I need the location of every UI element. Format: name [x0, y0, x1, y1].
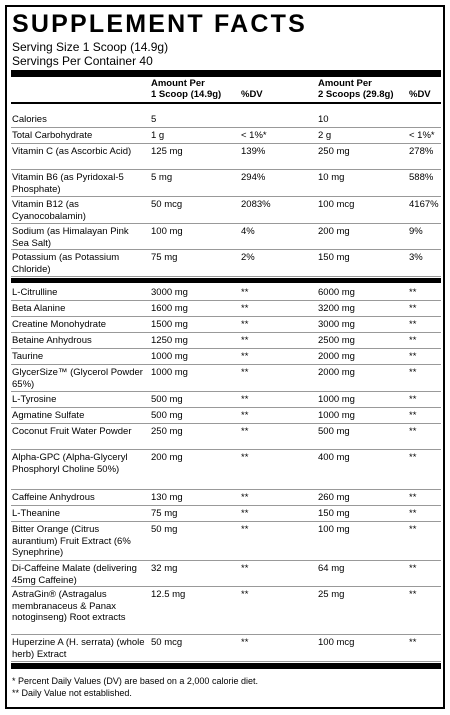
- ingredient-name: Total Carbohydrate: [12, 130, 93, 141]
- amount-per-1-scoop: 125 mg: [151, 146, 183, 157]
- ingredient-name: Potassium (as Potassium Chloride): [12, 252, 120, 275]
- ingredient-row: [11, 365, 441, 392]
- ingredient-row: [11, 587, 441, 635]
- daily-value-1-scoop: **: [241, 637, 249, 648]
- daily-value-2-scoops: **: [409, 637, 417, 648]
- ingredient-name: L-Tyrosine: [12, 394, 57, 405]
- amount-per-2-scoops: 3000 mg: [318, 319, 355, 330]
- amount-per-1-scoop: 1250 mg: [151, 335, 188, 346]
- amount-per-2-scoops: 10 mg: [318, 172, 345, 183]
- daily-value-1-scoop: 2083%: [241, 199, 271, 210]
- ingredient-name: Calories: [12, 114, 47, 125]
- daily-value-2-scoops: **: [409, 287, 417, 298]
- ingredient-name: Huperzine A (H. serrata) (whole herb) Extract: [12, 637, 145, 660]
- amount-per-2-scoops: 200 mg: [318, 226, 350, 237]
- daily-value-1-scoop: **: [241, 287, 249, 298]
- ingredient-row: [11, 408, 441, 424]
- daily-value-2-scoops: **: [409, 508, 417, 519]
- amount-per-1-scoop: 12.5 mg: [151, 589, 186, 600]
- daily-value-1-scoop: 139%: [241, 146, 266, 157]
- amount-per-1-scoop: 32 mg: [151, 563, 178, 574]
- ingredient-row: [11, 490, 441, 506]
- nutrient-row: [11, 224, 441, 250]
- amount-per-1-scoop: 5 mg: [151, 172, 173, 183]
- daily-value-1-scoop: **: [241, 303, 249, 314]
- amount-per-2-scoops: 1000 mg: [318, 394, 355, 405]
- header-divider: [11, 102, 441, 104]
- daily-value-2-scoops: **: [409, 319, 417, 330]
- ingredient-row: [11, 522, 441, 561]
- nutrient-row: [11, 250, 441, 277]
- amount-per-1-scoop: 100 mg: [151, 226, 183, 237]
- daily-value-1-scoop: 4%: [241, 226, 255, 237]
- daily-value-2-scoops: 4167%: [409, 199, 439, 210]
- nutrient-row: [11, 197, 441, 224]
- thick-divider: [11, 70, 441, 77]
- ingredient-name: Vitamin B12 (as Cyanocobalamin): [12, 199, 86, 222]
- daily-value-2-scoops: **: [409, 367, 417, 378]
- daily-value-1-scoop: < 1%*: [241, 130, 267, 141]
- amount-per-1-scoop: 75 mg: [151, 508, 178, 519]
- daily-value-1-scoop: 2%: [241, 252, 255, 263]
- ingredient-row: [11, 349, 441, 365]
- daily-value-2-scoops: 588%: [409, 172, 434, 183]
- ingredient-name: L-Theanine: [12, 508, 61, 519]
- amount-per-1-scoop: 3000 mg: [151, 287, 188, 298]
- daily-value-2-scoops: **: [409, 303, 417, 314]
- daily-value-1-scoop: **: [241, 452, 249, 463]
- daily-value-1-scoop: **: [241, 335, 249, 346]
- header-amount-2-scoops: Amount Per 2 Scoops (29.8g): [318, 78, 394, 100]
- amount-per-2-scoops: 100 mcg: [318, 637, 355, 648]
- nutrient-row: [11, 170, 441, 197]
- daily-value-2-scoops: **: [409, 351, 417, 362]
- daily-value-2-scoops: **: [409, 410, 417, 421]
- amount-per-2-scoops: 6000 mg: [318, 287, 355, 298]
- ingredient-row: [11, 561, 441, 587]
- amount-per-2-scoops: 400 mg: [318, 452, 350, 463]
- daily-value-1-scoop: 294%: [241, 172, 266, 183]
- daily-value-1-scoop: **: [241, 563, 249, 574]
- amount-per-2-scoops: 3200 mg: [318, 303, 355, 314]
- daily-value-2-scoops: **: [409, 524, 417, 535]
- amount-per-1-scoop: 500 mg: [151, 394, 183, 405]
- amount-per-2-scoops: 2500 mg: [318, 335, 355, 346]
- ingredient-name: Betaine Anhydrous: [12, 335, 92, 346]
- ingredient-name: Vitamin B6 (as Pyridoxal-5 Phosphate): [12, 172, 124, 195]
- ingredient-name: Creatine Monohydrate: [12, 319, 106, 330]
- amount-per-2-scoops: 2000 mg: [318, 367, 355, 378]
- amount-per-1-scoop: 50 mcg: [151, 637, 183, 648]
- amount-per-2-scoops: 100 mg: [318, 524, 350, 535]
- ingredient-row: [11, 392, 441, 408]
- amount-per-2-scoops: 500 mg: [318, 426, 350, 437]
- amount-per-2-scoops: 2000 mg: [318, 351, 355, 362]
- daily-value-2-scoops: **: [409, 492, 417, 503]
- daily-value-1-scoop: **: [241, 589, 249, 600]
- daily-value-2-scoops: 278%: [409, 146, 434, 157]
- amount-per-2-scoops: 150 mg: [318, 508, 350, 519]
- amount-per-1-scoop: 1500 mg: [151, 319, 188, 330]
- ingredient-row: [11, 450, 441, 490]
- header-dv-2: %DV: [409, 89, 431, 100]
- ingredient-name: Bitter Orange (Citrus aurantium) Fruit Extract (6% Synephrine): [12, 524, 131, 558]
- ingredient-row: [11, 635, 441, 662]
- nutrient-row: [11, 144, 441, 170]
- ingredient-name: Di-Caffeine Malate (delivering 45mg Caffeine): [12, 563, 137, 586]
- header-dv-1: %DV: [241, 89, 263, 100]
- ingredient-name: Taurine: [12, 351, 44, 362]
- amount-per-2-scoops: 150 mg: [318, 252, 350, 263]
- daily-value-1-scoop: **: [241, 524, 249, 535]
- amount-per-1-scoop: 1000 mg: [151, 351, 188, 362]
- daily-value-1-scoop: **: [241, 367, 249, 378]
- amount-per-1-scoop: 1 g: [151, 130, 165, 141]
- amount-per-2-scoops: 64 mg: [318, 563, 345, 574]
- ingredient-name: Alpha-GPC (Alpha-Glyceryl Phosphoryl Choline 50%): [12, 452, 128, 475]
- ingredient-name: GlycerSize™ (Glycerol Powder 65%): [12, 367, 143, 390]
- amount-per-2-scoops: 260 mg: [318, 492, 350, 503]
- thick-divider-bottom: [11, 663, 441, 669]
- daily-value-2-scoops: 9%: [409, 226, 423, 237]
- daily-value-2-scoops: **: [409, 394, 417, 405]
- panel-title: SUPPLEMENT FACTS: [12, 10, 307, 38]
- servings-per-container: Servings Per Container 40: [12, 54, 153, 68]
- ingredient-name: Caffeine Anhydrous: [12, 492, 95, 503]
- ingredient-row: [11, 285, 441, 301]
- ingredient-row: [11, 317, 441, 333]
- daily-value-1-scoop: **: [241, 426, 249, 437]
- daily-value-2-scoops: **: [409, 426, 417, 437]
- amount-per-2-scoops: 100 mcg: [318, 199, 355, 210]
- daily-value-1-scoop: **: [241, 394, 249, 405]
- header-amount-1-scoop: Amount Per 1 Scoop (14.9g): [151, 78, 222, 100]
- serving-size: Serving Size 1 Scoop (14.9g): [12, 40, 169, 54]
- ingredient-name: Sodium (as Himalayan Pink Sea Salt): [12, 226, 129, 249]
- amount-per-1-scoop: 50 mcg: [151, 199, 183, 210]
- ingredient-row: [11, 333, 441, 349]
- ingredient-name: Agmatine Sulfate: [12, 410, 85, 421]
- daily-value-1-scoop: **: [241, 410, 249, 421]
- amount-per-1-scoop: 75 mg: [151, 252, 178, 263]
- daily-value-2-scoops: **: [409, 452, 417, 463]
- amount-per-1-scoop: 500 mg: [151, 410, 183, 421]
- footnote-not-established: ** Daily Value not established.: [12, 688, 132, 698]
- footnote-daily-value: * Percent Daily Values (DV) are based on a 2,000 calorie diet.: [12, 676, 258, 686]
- amount-per-2-scoops: 25 mg: [318, 589, 345, 600]
- amount-per-1-scoop: 5: [151, 114, 157, 125]
- ingredient-row: [11, 506, 441, 522]
- supplement-facts-panel: [5, 5, 445, 709]
- amount-per-1-scoop: 250 mg: [151, 426, 183, 437]
- ingredient-name: Coconut Fruit Water Powder: [12, 426, 132, 437]
- daily-value-1-scoop: **: [241, 508, 249, 519]
- daily-value-2-scoops: < 1%*: [409, 130, 435, 141]
- daily-value-2-scoops: **: [409, 589, 417, 600]
- amount-per-2-scoops: 1000 mg: [318, 410, 355, 421]
- amount-per-1-scoop: 130 mg: [151, 492, 183, 503]
- ingredient-name: L-Citrulline: [12, 287, 58, 298]
- daily-value-2-scoops: 3%: [409, 252, 423, 263]
- daily-value-1-scoop: **: [241, 351, 249, 362]
- amount-per-2-scoops: 10: [318, 114, 329, 125]
- ingredient-row: [11, 424, 441, 450]
- amount-per-1-scoop: 1600 mg: [151, 303, 188, 314]
- daily-value-2-scoops: **: [409, 563, 417, 574]
- ingredient-name: Vitamin C (as Ascorbic Acid): [12, 146, 132, 157]
- amount-per-1-scoop: 200 mg: [151, 452, 183, 463]
- nutrient-row: [11, 112, 441, 128]
- amount-per-2-scoops: 2 g: [318, 130, 332, 141]
- amount-per-1-scoop: 50 mg: [151, 524, 178, 535]
- ingredient-row: [11, 301, 441, 317]
- amount-per-2-scoops: 250 mg: [318, 146, 350, 157]
- daily-value-2-scoops: **: [409, 335, 417, 346]
- amount-per-1-scoop: 1000 mg: [151, 367, 188, 378]
- ingredient-name: AstraGin® (Astragalus membranaceus & Panax notoginseng) Root extracts: [12, 589, 126, 623]
- daily-value-1-scoop: **: [241, 492, 249, 503]
- daily-value-1-scoop: **: [241, 319, 249, 330]
- ingredient-name: Beta Alanine: [12, 303, 66, 314]
- nutrient-row: [11, 128, 441, 144]
- thick-divider-mid: [11, 278, 441, 283]
